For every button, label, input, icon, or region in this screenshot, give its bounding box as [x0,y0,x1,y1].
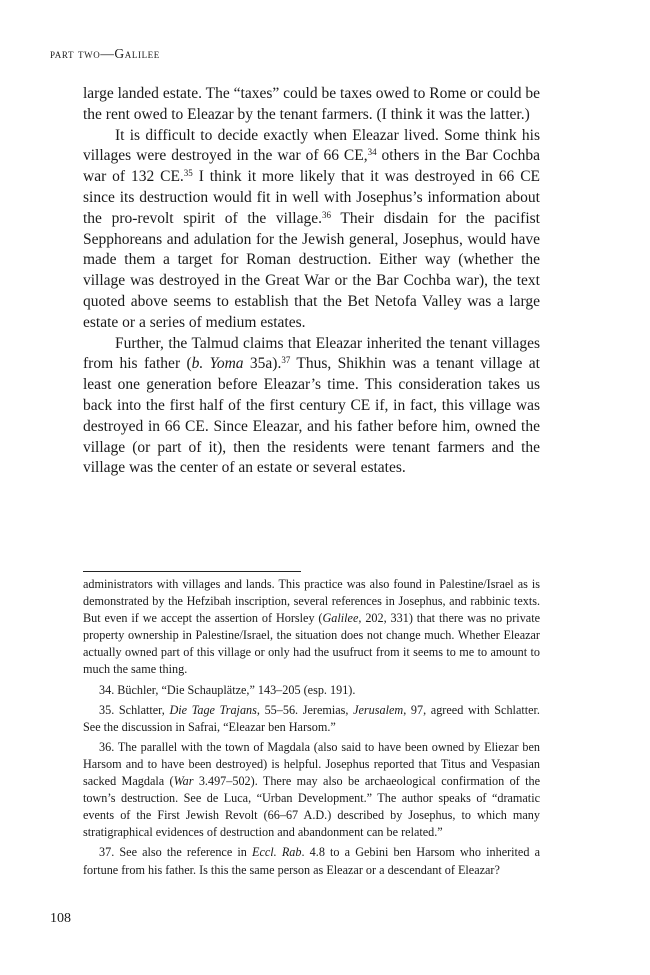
footnotes [83,576,540,879]
paragraph-3-text-b: 35a). [243,355,282,373]
footnote-35 [83,702,540,736]
paragraph-2-text-c: I think it more likely that it was destroyed in 66 CE since its destruction would fit in well with Josephus’s information about the pro-revolt spirit of the village. [83,168,541,227]
footnote-37-text-a: 37. See also the reference in [99,845,252,860]
paragraph-1: large landed estate. The “taxes” could be taxes owed to Rome or could be the rent owed to Eleazar by the tenant farmers. (I think it was the latter.) [83,85,540,123]
main-text [83,84,540,479]
footnote-continued-text-a: administrators with villages and lands. This practice was also found in Palestine/Israel as is demonstrated by the Hefzibah inscription, several references in Josephus, and rabbinic texts. But even if we accept the assertion of Horsley ( [83,577,540,626]
footnote-ref-34[interactable]: 34 [367,147,377,158]
paragraph-2 [83,126,540,334]
footnote-34: 34. Büchler, “Die Schauplätze,” 143–205 (esp. 191). [99,682,356,697]
footnote-36-text-b: 3.497–502). There may also be archaeological confirmation of the town’s destruction. See de Luca, “Urban Development.” The author speaks of “dramatic events of the First Jewish Revolt (66–67 A.D.) described by Josephus, to which many stratigraphical evidences of destruction and abandonment can be related.” [83,774,540,840]
footnote-37-text-b: . 4.8 to a Gebini ben Harsom who inherited a fortune from his father. Is this the same person as Eleazar or a descendant of Eleazar? [83,845,540,877]
footnote-36 [83,739,540,842]
footnote-35-italic-1: Die Tage Trajans [169,702,257,717]
page-number: 108 [50,911,71,926]
running-head-title: Galilee [114,46,160,61]
footnote-36-text-a: 36. The parallel with the town of Magdala (also said to have been owned by Eliezar ben Harsom and to have been destroyed) is helpful. Josephus reported that Titus and Vespasian sacked Magdala ( [83,739,540,789]
footnote-continued [83,576,540,679]
footnote-separator [83,571,301,572]
footnote-continued-italic: Galilee [322,611,359,626]
running-head-dash: — [100,46,115,61]
footnote-36-italic: War [173,774,194,789]
paragraph-2-text-d: Their disdain for the pacifist Sepphoreans and adulation for the Jewish general, Josephus, would have made them a target for Roman destruction. Either way (whether the village was destroyed in the Great War or the Bar Cochba war), the text quoted above seems to establish that the Bet Netofa Valley was a large estate or a series of medium estates. [83,209,540,331]
footnote-ref-37[interactable]: 37 [281,355,291,366]
paragraph-3-text-c: Thus, Shikhin was a tenant village at least one generation before Eleazar’s time. This consideration takes us back into the first half of the first century CE if, in fact, this village was destroyed in 66 CE. Since Eleazar, and his father before him, owned the village (or part of it), then the residents were tenant farmers and the village was the center of an estate or several estates. [83,355,540,477]
footnote-35-text-b: , 55–56. Jeremias, [256,702,354,717]
footnote-ref-36[interactable]: 36 [321,209,331,220]
footnote-35-text-a: 35. Schlatter, [99,702,170,717]
footnote-35-italic-2: Jerusalem [353,702,404,717]
running-head [50,46,160,62]
footnote-ref-35[interactable]: 35 [183,168,193,179]
paragraph-3 [83,334,540,480]
paragraph-3-italic: b. Yoma [191,355,244,373]
footnote-37-italic: Eccl. Rab [252,845,302,860]
footnote-35-text-c: , 97, agreed with Schlatter. See the discussion in Safrai, “Eleazar ben Harsom.” [83,702,540,734]
paragraph-3-text-a: Further, the Talmud claims that Eleazar inherited the tenant villages from his father ( [83,334,540,373]
footnote-37 [83,844,540,878]
running-head-part: part two [50,46,101,61]
paragraph-2-text-a: It is difficult to decide exactly when Eleazar lived. Some think his villages were destroyed in the war of 66 CE, [83,126,540,165]
paragraph-2-text-b: others in the Bar Cochba war of 132 CE. [83,147,540,186]
footnote-continued-text-b: , 202, 331) that there was no private property ownership in Palestine/Israel, the situation does not change much. Whether Eleazar actually owned part of this village or only had the usufruct from it seems to me to amount to much the same thing. [83,611,540,677]
